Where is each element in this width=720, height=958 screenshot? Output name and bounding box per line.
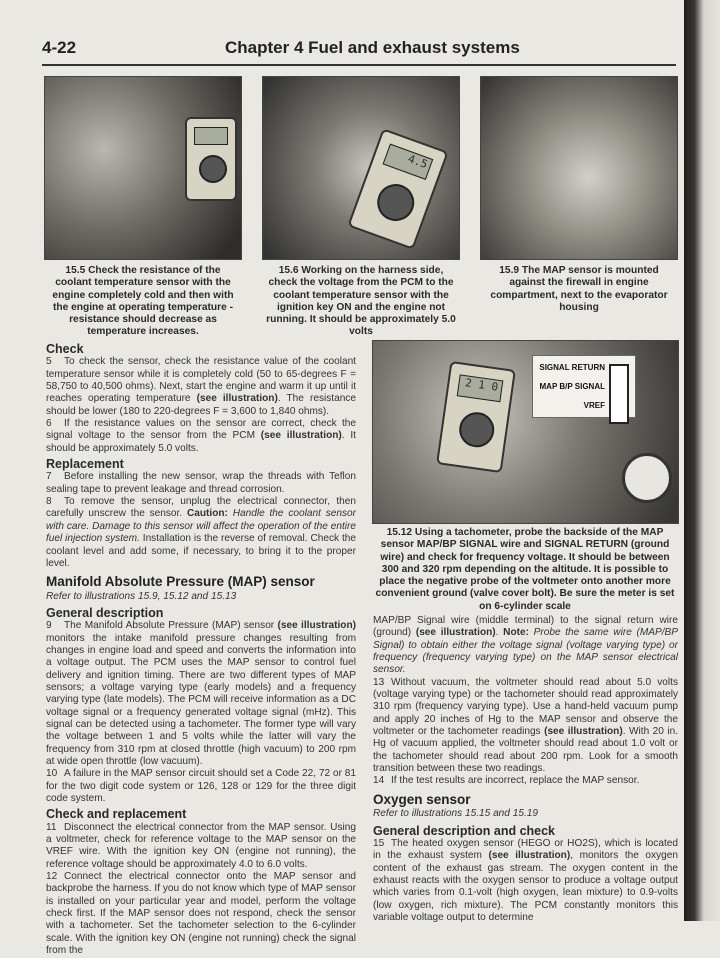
label-map-bp-signal: MAP B/P SIGNAL [539, 382, 605, 391]
photo-15-6-harness-voltage [262, 76, 460, 260]
text: If the resistance values on the sensor are correct, check the signal voltage to the sensor from the PCM [46, 418, 356, 442]
caption-15-6: 15.6 Working on the harness side, check the voltage from the PCM to the coolant temperature sensor with the ignition key ON and the engine not running. It should be approximately 5.0 volts [266, 265, 456, 338]
paragraph [46, 822, 356, 871]
paragraph-number: 5 [46, 356, 52, 368]
text: Connect the electrical connector onto the MAP sensor and backprobe the harness. If you do not know which type of MAP sensor is installed on your particular year and model, perform the voltage check first. If the MAP sensor does not respond, check the sensor with a tachometer. Set the tachometer selection to the 6-cylinder scale. With the ignition key ON (engine not running) check the signal from the [46, 871, 356, 957]
text: MAP/BP Signal wire (middle terminal) to the signal return wire (ground) [373, 615, 678, 639]
label-vref: VREF [583, 401, 605, 410]
paragraph [46, 620, 356, 768]
caption-15-9: 15.9 The MAP sensor is mounted against the firewall in engine compartment, next to the evaporator housing [490, 265, 668, 313]
paragraph [373, 775, 678, 787]
paragraph [373, 615, 678, 677]
text: The heated oxygen sensor (HEGO or HO2S), which is located in the exhaust system [373, 837, 678, 862]
bold-text: (see illustration) [544, 726, 623, 738]
text: Disconnect the electrical connector from the MAP sensor. Using a voltmeter, check for reference voltage to the MAP sensor on the VREF wire. With the ignition key ON (engine not running), the reference voltage should be approximately 4.0 to 6.0 volts. [46, 821, 356, 870]
paragraph-number: 14 [373, 775, 385, 787]
paragraph [46, 871, 356, 957]
paragraph [46, 768, 356, 805]
paragraph [46, 356, 356, 418]
text: monitors the intake manifold pressure changes resulting from changes in engine load and speed and converts the information into a voltage output. The PCM uses the MAP sensor to control fuel delivery and ignition timing. There are two different types of MAP sensors; a voltage varying type (early models) and a frequency varying type (late models). The PCM will receive information as a DC voltage signal or a frequency generated voltage signal (mHz). This signal can be detected using a tachometer. The former type will vary the voltage between 1 and 5 volts while the latter will vary the frequency from 310 rpm at closed throttle (high vacuum) to 200 rpm at wide open throttle (low vacuum). [46, 632, 356, 767]
paragraph [46, 471, 356, 496]
paragraph-number: 7 [46, 471, 52, 483]
vacuum-gauge [622, 453, 672, 503]
wire-labels [532, 355, 636, 418]
bold-text: Note: [503, 627, 529, 639]
paragraph [46, 496, 356, 570]
text: Before installing the new sensor, wrap the threads with Teflon sealing tape to prevent leakage and thread corrosion. [46, 471, 356, 495]
paragraph-number: 12 [46, 871, 58, 883]
illustration-reference: Refer to illustrations 15.15 and 15.19 [373, 808, 538, 820]
paragraph-number: 15 [373, 837, 385, 849]
photo-15-12-tachometer [372, 340, 679, 524]
italic-text: Probe the same wire (MAP/BP Signal) to obtain either the voltage signal (voltage varying type) or frequency (frequency varying type) on the MAP sensor electrical sensor. [373, 627, 678, 676]
multimeter [436, 361, 516, 473]
section-heading: General description and check [373, 823, 556, 838]
text: A failure in the MAP sensor circuit should set a Code 22, 72 or 81 for the two digit code system or 126, 128 or 129 for the three digit code system. [46, 768, 356, 805]
text: To remove the sensor, unplug the electrical connector, then carefully unscrew the sensor. [46, 496, 356, 520]
text: Installation is the reverse of removal. Check the coolant level and add some, if necessary, to bring it to the proper level. [46, 533, 356, 569]
text: . The resistance should be lower (180 to 220-degrees F = 3,600 to 1,840 ohms). [46, 393, 356, 417]
meter-display: 4.5 [382, 144, 433, 180]
section-heading: Manifold Absolute Pressure (MAP) sensor [46, 574, 315, 590]
caption-15-5: 15.5 Check the resistance of the coolant temperature sensor with the engine completely cold and then with the engine at operating temperature - resistance should decrease as temperature increases. [52, 265, 234, 338]
text: The Manifold Absolute Pressure (MAP) sensor [64, 620, 278, 632]
label-signal-return: SIGNAL RETURN [539, 363, 605, 372]
paragraph [373, 838, 678, 924]
multimeter [347, 128, 448, 250]
multimeter [185, 117, 237, 201]
italic-text: Handle the coolant sensor with care. Damage to this sensor will affect the operation of the entire fuel injection system. [46, 508, 356, 545]
header-rule [42, 64, 676, 66]
chapter-title: Chapter 4 Fuel and exhaust systems [225, 38, 520, 57]
bold-text: (see illustration) [196, 393, 278, 405]
text: Without vacuum, the voltmeter should read about 5.0 volts (voltage varying type) or the tachometer should read approximately 310 rpm (frequency varying type). Use a hand-held vacuum pump and apply 20 inches of Hg to the MAP sensor and observe the voltmeter or the tachometer readings [373, 676, 678, 738]
section-heading: Check [46, 342, 84, 356]
text: . With 20 in. Hg of vacuum applied, the voltmeter should read about 1.0 volt or the tachometer should read about 200 rpm. Look for a smooth transition between these two readings. [373, 726, 679, 775]
page-number: 4-22 [42, 38, 77, 57]
paragraph-number: 8 [46, 496, 52, 508]
connector-icon [609, 364, 629, 424]
paragraph-number: 6 [46, 418, 52, 430]
section-heading: General description [46, 605, 164, 620]
bold-text: Caution: [186, 508, 228, 520]
text: . [495, 627, 504, 639]
text: To check the sensor, check the resistance value of the coolant temperature sensor while it is completely cold (50 to 65-degrees F = 58,750 to 40,500 ohms). Next, start the engine and warm it up until it reaches operating temperature [46, 356, 356, 405]
bold-text: (see illustration) [260, 430, 342, 442]
left-column [46, 340, 356, 958]
paragraph-number: 11 [46, 821, 57, 833]
paragraph-number: 10 [46, 768, 58, 780]
paragraph-number: 13 [373, 676, 385, 688]
text: If the test results are incorrect, replace the MAP sensor. [391, 775, 640, 787]
paragraph [46, 418, 356, 455]
meter-display: 2 1 0 [457, 374, 503, 402]
text: . It should be approximately 5.0 volts. [46, 430, 356, 454]
section-heading: Check and replacement [46, 807, 187, 822]
section-heading: Oxygen sensor [373, 791, 471, 807]
bold-text: (see illustration) [488, 850, 571, 862]
adjacent-page-edge [684, 0, 720, 921]
photo-15-5-coolant-sensor [44, 76, 242, 260]
photo-15-9-map-sensor [480, 76, 678, 260]
paragraph-number: 9 [46, 620, 52, 632]
caption-15-12: 15.12 Using a tachometer, probe the backside of the MAP sensor MAP/BP SIGNAL wire and SIGNAL RETURN (ground wire) and check for frequency voltage. It should be between 300 and 320 rpm depending on the altitude. It is possible to place the negative probe of the voltmeter onto another more convenient ground (valve cover bolt). Be sure the meter is set on 6-cylinder scale [375, 527, 675, 612]
bold-text: (see illustration) [415, 627, 496, 639]
section-heading: Replacement [46, 457, 124, 472]
bold-text: (see illustration) [277, 620, 356, 632]
right-column [373, 615, 678, 924]
paragraph [373, 677, 678, 776]
illustration-reference: Refer to illustrations 15.9, 15.12 and 15.13 [46, 590, 237, 602]
text: , monitors the oxygen content of the exhaust gas stream. The oxygen content in the exhaust reacts with the oxygen sensor to produce a voltage output which varies from 0.1-volt (high oxygen, lean mixture) to 0.9-volts (low oxygen, rich mixture). The PCM constantly monitors this variable voltage output to determine [373, 850, 678, 923]
